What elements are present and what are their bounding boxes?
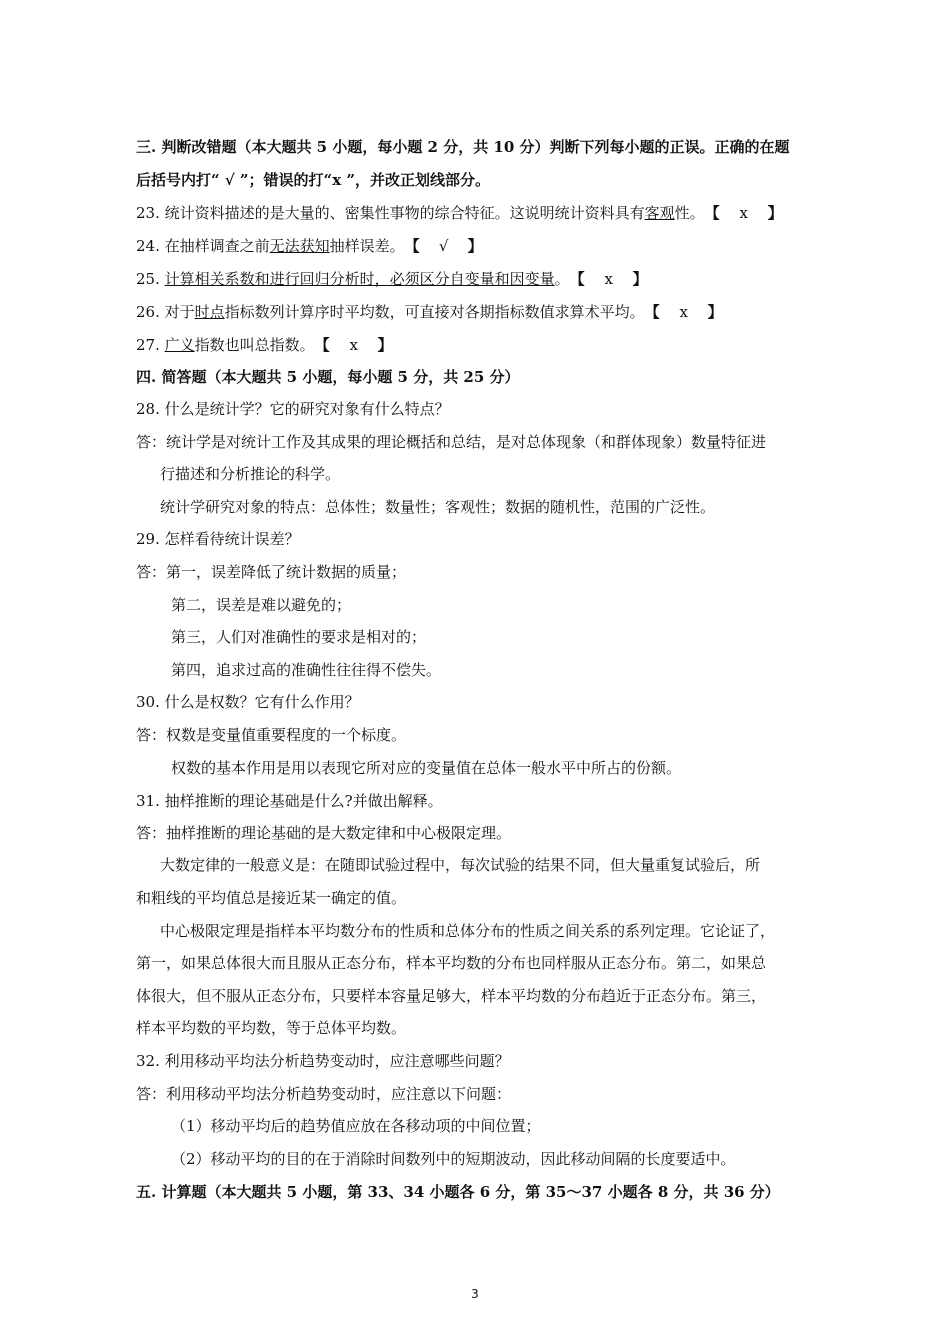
answer-bracket	[405, 236, 483, 256]
section3-title-line2: 后括号内打“ √ ”；错误的打“x ”，并改正划线部分。	[136, 171, 490, 189]
answer-28-line3: 统计学研究对象的特点：总体性；数量性；客观性；数据的随机性，范围的广泛性。	[160, 498, 716, 516]
answer-31-line7: 样本平均数的平均数，等于总体平均数。	[136, 1019, 407, 1037]
answer-30-line2: 权数的基本作用是用以表现它所对应的变量值在总体一般水平中所占的份额。	[171, 759, 682, 777]
judge-item-23	[136, 203, 783, 223]
answer-bracket	[645, 302, 723, 322]
answer-mark: x	[349, 336, 358, 354]
bracket-open: 【	[644, 303, 660, 321]
item-text: 24. 在抽样调查之前	[136, 237, 270, 255]
item-text: 指标数列计算序时平均数，可直接对各期指标数值求算术平均。	[224, 303, 645, 321]
item-text: 。	[554, 270, 570, 288]
bracket-open: 【	[404, 237, 420, 255]
item-text: 25.	[136, 270, 165, 288]
answer-31-line2: 大数定律的一般意义是：在随即试验过程中，每次试验的结果不同，但大量重复试验后，所	[160, 856, 761, 874]
answer-32-line3: （2）移动平均的目的在于消除时间数列中的短期波动，因此移动间隔的长度要适中。	[171, 1150, 736, 1168]
item-text: 27.	[136, 336, 165, 354]
page-number: 3	[471, 1287, 479, 1301]
answer-mark: √	[438, 237, 449, 255]
judge-item-24	[136, 236, 483, 256]
question-28: 28. 什么是统计学？它的研究对象有什么特点？	[136, 400, 450, 418]
section3-title-line1: 三. 判断改错题（本大题共 5 小题，每小题 2 分，共 10 分）判断下列每小题的正误。正确的在题	[136, 138, 790, 156]
section4-title: 四. 简答题（本大题共 5 小题，每小题 5 分，共 25 分）	[136, 368, 520, 386]
bracket-open: 【	[704, 204, 720, 222]
bracket-close: 】	[707, 303, 723, 321]
judge-item-26	[136, 302, 723, 322]
item-text: 指数也叫总指数。	[194, 336, 315, 354]
question-32: 32. 利用移动平均法分析趋势变动时，应注意哪些问题？	[136, 1052, 510, 1070]
underlined-part: 时点	[194, 303, 225, 321]
answer-29-line3: 第三，人们对准确性的要求是相对的；	[171, 628, 427, 646]
answer-29-line4: 第四，追求过高的准确性往往得不偿失。	[171, 661, 442, 679]
question-30: 30. 什么是权数？它有什么作用？	[136, 693, 360, 711]
bracket-close: 】	[632, 270, 648, 288]
answer-bracket	[705, 203, 783, 223]
answer-32-line2: （1）移动平均后的趋势值应放在各移动项的中间位置；	[171, 1117, 541, 1135]
question-31: 31. 抽样推断的理论基础是什么?并做出解释。	[136, 792, 443, 810]
bracket-close: 】	[377, 336, 393, 354]
item-text: 23. 统计资料描述的是大量的、密集性事物的综合特征。这说明统计资料具有	[136, 204, 645, 222]
answer-mark: x	[604, 270, 613, 288]
item-text: 抽样误差。	[329, 237, 405, 255]
item-text: 性。	[674, 204, 705, 222]
underlined-part: 计算相关系数和进行回归分析时，必须区分自变量和因变量	[164, 270, 555, 288]
answer-28-line1: 答：统计学是对统计工作及其成果的理论概括和总结，是对总体现象（和群体现象）数量特征进	[136, 433, 767, 451]
question-29: 29. 怎样看待统计误差？	[136, 530, 300, 548]
answer-mark: x	[739, 204, 748, 222]
answer-29-line1: 答：第一，误差降低了统计数据的质量；	[136, 563, 407, 581]
bracket-open: 【	[314, 336, 330, 354]
judge-item-25	[136, 269, 648, 289]
answer-bracket	[315, 335, 393, 355]
answer-mark: x	[679, 303, 688, 321]
answer-31-line1: 答：抽样推断的理论基础的是大数定律和中心极限定理。	[136, 824, 512, 842]
answer-31-line6: 体很大，但不服从正态分布，只要样本容量足够大，样本平均数的分布趋近于正态分布。第三，	[136, 987, 767, 1005]
answer-bracket	[570, 269, 648, 289]
answer-31-line3: 和粗线的平均值总是接近某一确定的值。	[136, 889, 407, 907]
bracket-close: 】	[767, 204, 783, 222]
answer-32-line1: 答：利用移动平均法分析趋势变动时，应注意以下问题：	[136, 1085, 512, 1103]
underlined-part: 广义	[164, 336, 195, 354]
underlined-part: 无法获知	[269, 237, 330, 255]
answer-31-line4: 中心极限定理是指样本平均数分布的性质和总体分布的性质之间关系的系列定理。它论证了，	[160, 922, 776, 940]
answer-31-line5: 第一，如果总体很大而且服从正态分布，样本平均数的分布也同样服从正态分布。第二，如果总	[136, 954, 767, 972]
section5-title: 五. 计算题（本大题共 5 小题，第 33、34 小题各 6 分，第 35～37 小题各 8 分，共 36 分）	[136, 1183, 780, 1201]
bracket-open: 【	[569, 270, 585, 288]
item-text: 26. 对于	[136, 303, 195, 321]
bracket-close: 】	[467, 237, 483, 255]
underlined-part: 客观	[644, 204, 675, 222]
answer-29-line2: 第二，误差是难以避免的；	[171, 596, 352, 614]
answer-30-line1: 答：权数是变量值重要程度的一个标度。	[136, 726, 407, 744]
judge-item-27	[136, 335, 393, 355]
answer-28-line2: 行描述和分析推论的科学。	[160, 465, 341, 483]
